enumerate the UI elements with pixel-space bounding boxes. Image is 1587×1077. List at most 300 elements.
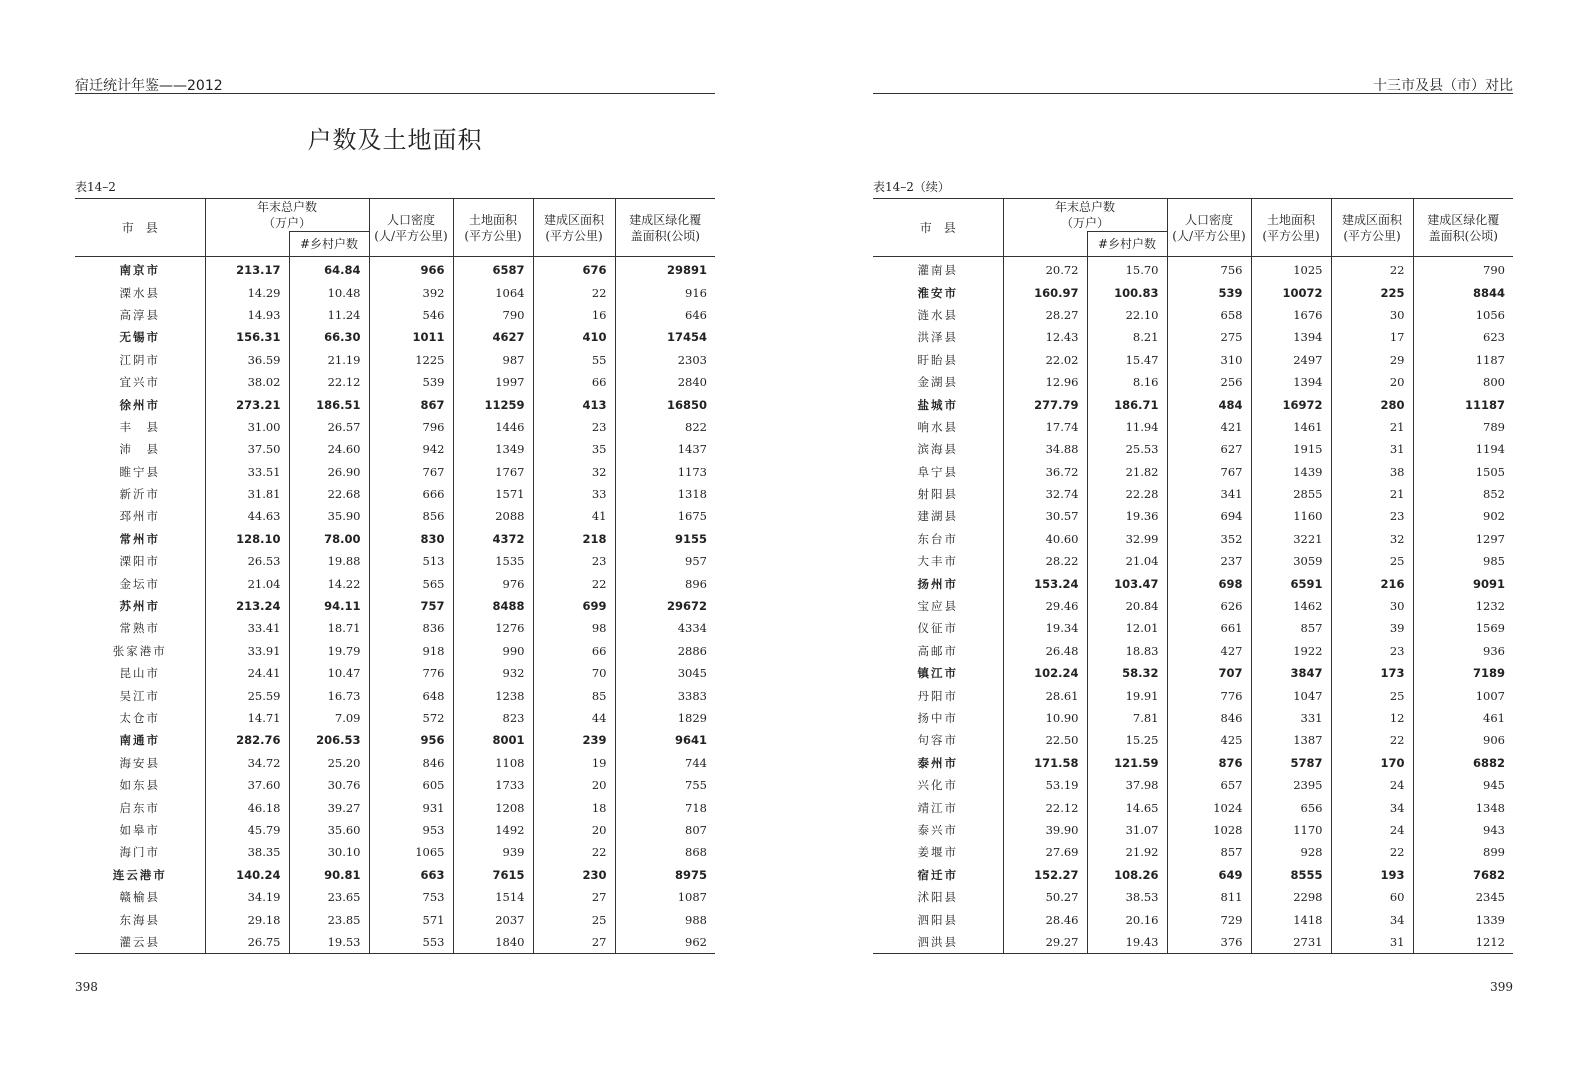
- table-row: [873, 684, 1513, 706]
- built-cell: 66: [533, 640, 615, 662]
- households-cell: 153.24: [1003, 572, 1087, 594]
- households-cell: 38.02: [205, 371, 289, 393]
- households-cell: 277.79: [1003, 393, 1087, 415]
- table-row: [75, 505, 715, 527]
- rural-cell: 11.94: [1087, 416, 1167, 438]
- table-row: [873, 752, 1513, 774]
- households-cell: 128.10: [205, 528, 289, 550]
- land-cell: 4627: [453, 326, 533, 348]
- density-cell: 1225: [369, 349, 453, 371]
- table-row: [873, 864, 1513, 886]
- green-cell: 1087: [615, 886, 715, 908]
- table-row: [75, 371, 715, 393]
- rural-cell: 12.01: [1087, 617, 1167, 639]
- density-cell: 657: [1167, 774, 1251, 796]
- table-row: [75, 752, 715, 774]
- density-cell: 605: [369, 774, 453, 796]
- density-cell: 658: [1167, 304, 1251, 326]
- row-label: 海门市: [119, 845, 160, 860]
- built-cell: 27: [533, 886, 615, 908]
- density-cell: 876: [1167, 752, 1251, 774]
- land-cell: 1733: [453, 774, 533, 796]
- table-row: [873, 371, 1513, 393]
- households-cell: 28.27: [1003, 304, 1087, 326]
- density-cell: 513: [369, 550, 453, 572]
- land-cell: 3847: [1251, 662, 1331, 684]
- land-cell: 11259: [453, 393, 533, 415]
- density-cell: 553: [369, 931, 453, 954]
- green-cell: 822: [615, 416, 715, 438]
- table-row: [873, 505, 1513, 527]
- rural-cell: 19.91: [1087, 684, 1167, 706]
- households-cell: 24.41: [205, 662, 289, 684]
- land-cell: 10072: [1251, 281, 1331, 303]
- green-cell: 9641: [615, 729, 715, 751]
- green-cell: 896: [615, 572, 715, 594]
- col-header-green: 建成区绿化覆 盖面积(公顷): [615, 199, 715, 257]
- row-label: 姜堰市: [917, 845, 958, 860]
- households-cell: 31.81: [205, 483, 289, 505]
- density-cell: 648: [369, 684, 453, 706]
- land-cell: 939: [453, 841, 533, 863]
- rural-cell: 22.10: [1087, 304, 1167, 326]
- density-cell: 1028: [1167, 819, 1251, 841]
- built-cell: 239: [533, 729, 615, 751]
- households-cell: 37.60: [205, 774, 289, 796]
- land-cell: 1394: [1251, 371, 1331, 393]
- land-cell: 1915: [1251, 438, 1331, 460]
- rural-cell: 20.16: [1087, 908, 1167, 930]
- density-cell: 1024: [1167, 796, 1251, 818]
- land-cell: 1446: [453, 416, 533, 438]
- row-label: 丹阳市: [917, 688, 958, 703]
- built-cell: 24: [1331, 774, 1413, 796]
- table-row: [873, 326, 1513, 348]
- density-cell: 666: [369, 483, 453, 505]
- density-cell: 846: [1167, 707, 1251, 729]
- col-header-city: 市 县: [873, 199, 1003, 257]
- rural-cell: 186.51: [289, 393, 369, 415]
- table-row: [75, 662, 715, 684]
- households-cell: 34.72: [205, 752, 289, 774]
- households-cell: 33.41: [205, 617, 289, 639]
- rural-cell: 58.32: [1087, 662, 1167, 684]
- row-label: 太仓市: [119, 711, 160, 725]
- built-cell: 70: [533, 662, 615, 684]
- rural-cell: 18.71: [289, 617, 369, 639]
- row-label: 常州市: [119, 531, 160, 546]
- density-cell: 966: [369, 257, 453, 282]
- density-cell: 729: [1167, 908, 1251, 930]
- density-cell: 776: [369, 662, 453, 684]
- households-cell: 25.59: [205, 684, 289, 706]
- built-cell: 22: [533, 572, 615, 594]
- density-cell: 918: [369, 640, 453, 662]
- built-cell: 55: [533, 349, 615, 371]
- col-header-households: 年末总户数 （万户）: [205, 199, 369, 232]
- households-cell: 213.17: [205, 257, 289, 282]
- households-cell: 12.96: [1003, 371, 1087, 393]
- green-cell: 988: [615, 908, 715, 930]
- header-text: 宿迁统计年鉴——2012: [75, 78, 223, 94]
- households-cell: 32.74: [1003, 483, 1087, 505]
- density-cell: 663: [369, 864, 453, 886]
- built-cell: 31: [1331, 438, 1413, 460]
- row-label: 大丰市: [917, 554, 958, 569]
- table-row: [873, 617, 1513, 639]
- built-cell: 27: [533, 931, 615, 954]
- built-cell: 32: [533, 461, 615, 483]
- row-label: 宜兴市: [119, 375, 160, 390]
- density-cell: 846: [369, 752, 453, 774]
- table-row: [75, 707, 715, 729]
- built-cell: 23: [1331, 505, 1413, 527]
- built-cell: 31: [1331, 931, 1413, 954]
- density-cell: 661: [1167, 617, 1251, 639]
- table-row: [75, 572, 715, 594]
- row-label: 吴江市: [119, 688, 160, 703]
- built-cell: 17: [1331, 326, 1413, 348]
- table-row: [873, 550, 1513, 572]
- households-cell: 19.34: [1003, 617, 1087, 639]
- density-cell: 421: [1167, 416, 1251, 438]
- built-cell: 21: [1331, 483, 1413, 505]
- households-cell: 282.76: [205, 729, 289, 751]
- green-cell: 789: [1413, 416, 1513, 438]
- table-row: [873, 729, 1513, 751]
- built-cell: 23: [533, 550, 615, 572]
- col-header-blank: [1003, 232, 1087, 257]
- row-label: 海安县: [119, 755, 160, 770]
- built-cell: 22: [533, 841, 615, 863]
- households-cell: 36.72: [1003, 461, 1087, 483]
- households-cell: 38.35: [205, 841, 289, 863]
- land-cell: 1461: [1251, 416, 1331, 438]
- green-cell: 936: [1413, 640, 1513, 662]
- built-cell: 98: [533, 617, 615, 639]
- green-cell: 29672: [615, 595, 715, 617]
- rural-cell: 19.53: [289, 931, 369, 954]
- rural-cell: 10.47: [289, 662, 369, 684]
- green-cell: 1505: [1413, 461, 1513, 483]
- households-cell: 53.19: [1003, 774, 1087, 796]
- density-cell: 796: [369, 416, 453, 438]
- col-header-density: 人口密度 (人/平方公里): [369, 199, 453, 257]
- households-cell: 102.24: [1003, 662, 1087, 684]
- land-cell: 1514: [453, 886, 533, 908]
- density-cell: 857: [1167, 841, 1251, 863]
- table-row: [873, 349, 1513, 371]
- green-cell: 906: [1413, 729, 1513, 751]
- density-cell: 237: [1167, 550, 1251, 572]
- green-cell: 1829: [615, 707, 715, 729]
- table-row: [75, 640, 715, 662]
- table-row: [873, 819, 1513, 841]
- table-row: [873, 841, 1513, 863]
- row-label: 响水县: [917, 419, 958, 434]
- row-label: 灌南县: [917, 263, 958, 278]
- households-cell: 28.61: [1003, 684, 1087, 706]
- green-cell: 899: [1413, 841, 1513, 863]
- green-cell: 9091: [1413, 572, 1513, 594]
- row-label: 沛 县: [119, 442, 160, 457]
- households-cell: 171.58: [1003, 752, 1087, 774]
- density-cell: 1065: [369, 841, 453, 863]
- green-cell: 7189: [1413, 662, 1513, 684]
- green-cell: 1437: [615, 438, 715, 460]
- land-cell: 1535: [453, 550, 533, 572]
- land-cell: 823: [453, 707, 533, 729]
- land-cell: 2731: [1251, 931, 1331, 954]
- rural-cell: 39.27: [289, 796, 369, 818]
- row-label: 盐城市: [917, 397, 958, 412]
- built-cell: 676: [533, 257, 615, 282]
- rural-cell: 8.21: [1087, 326, 1167, 348]
- green-cell: 2840: [615, 371, 715, 393]
- table-row: [75, 931, 715, 954]
- density-cell: 1011: [369, 326, 453, 348]
- green-cell: 1297: [1413, 528, 1513, 550]
- table-row: [873, 438, 1513, 460]
- green-cell: 8844: [1413, 281, 1513, 303]
- row-label: 盱眙县: [917, 352, 958, 367]
- rural-cell: 16.73: [289, 684, 369, 706]
- rural-cell: 25.20: [289, 752, 369, 774]
- built-cell: 85: [533, 684, 615, 706]
- table-row: [75, 729, 715, 751]
- row-label: 泰州市: [917, 755, 958, 770]
- density-cell: 953: [369, 819, 453, 841]
- row-label: 江阴市: [119, 352, 160, 367]
- rural-cell: 23.65: [289, 886, 369, 908]
- land-cell: 3059: [1251, 550, 1331, 572]
- density-cell: 830: [369, 528, 453, 550]
- density-cell: 649: [1167, 864, 1251, 886]
- table-row: [873, 662, 1513, 684]
- density-cell: 539: [369, 371, 453, 393]
- col-header-blank: [205, 232, 289, 257]
- rural-cell: 35.90: [289, 505, 369, 527]
- households-cell: 140.24: [205, 864, 289, 886]
- rural-cell: 186.71: [1087, 393, 1167, 415]
- built-cell: 66: [533, 371, 615, 393]
- land-cell: 1492: [453, 819, 533, 841]
- built-cell: 12: [1331, 707, 1413, 729]
- households-cell: 39.90: [1003, 819, 1087, 841]
- land-cell: 1840: [453, 931, 533, 954]
- rural-cell: 22.28: [1087, 483, 1167, 505]
- land-cell: 2298: [1251, 886, 1331, 908]
- built-cell: 20: [533, 774, 615, 796]
- built-cell: 218: [533, 528, 615, 550]
- table-row: [75, 550, 715, 572]
- land-cell: 1418: [1251, 908, 1331, 930]
- table-row: [75, 349, 715, 371]
- land-cell: 857: [1251, 617, 1331, 639]
- row-label: 睢宁县: [119, 464, 160, 479]
- rural-cell: 18.83: [1087, 640, 1167, 662]
- row-label: 涟水县: [917, 307, 958, 322]
- built-cell: 34: [1331, 796, 1413, 818]
- table-row: [75, 461, 715, 483]
- built-cell: 41: [533, 505, 615, 527]
- land-cell: 7615: [453, 864, 533, 886]
- households-cell: 27.69: [1003, 841, 1087, 863]
- land-cell: 4372: [453, 528, 533, 550]
- land-cell: 6587: [453, 257, 533, 282]
- households-cell: 34.88: [1003, 438, 1087, 460]
- households-cell: 26.53: [205, 550, 289, 572]
- row-label: 启东市: [119, 800, 160, 815]
- table-row: [75, 393, 715, 415]
- row-label: 东海县: [119, 912, 160, 927]
- land-cell: 3221: [1251, 528, 1331, 550]
- households-cell: 29.46: [1003, 595, 1087, 617]
- households-cell: 33.51: [205, 461, 289, 483]
- rural-cell: 7.81: [1087, 707, 1167, 729]
- green-cell: 6882: [1413, 752, 1513, 774]
- density-cell: 956: [369, 729, 453, 751]
- row-label: 苏州市: [119, 599, 160, 614]
- rural-cell: 35.60: [289, 819, 369, 841]
- table-row: [75, 774, 715, 796]
- density-cell: 856: [369, 505, 453, 527]
- green-cell: 2345: [1413, 886, 1513, 908]
- table-row: [873, 416, 1513, 438]
- table-row: [873, 595, 1513, 617]
- rural-cell: 26.57: [289, 416, 369, 438]
- running-header: [873, 73, 1513, 94]
- density-cell: 310: [1167, 349, 1251, 371]
- table-row: [873, 528, 1513, 550]
- built-cell: 30: [1331, 595, 1413, 617]
- households-cell: 33.91: [205, 640, 289, 662]
- table-row: [873, 572, 1513, 594]
- density-cell: 565: [369, 572, 453, 594]
- density-cell: 767: [369, 461, 453, 483]
- col-header-density: 人口密度 (人/平方公里): [1167, 199, 1251, 257]
- green-cell: 8975: [615, 864, 715, 886]
- running-header: [75, 73, 715, 94]
- land-cell: 8555: [1251, 864, 1331, 886]
- row-label: 溧阳市: [119, 554, 160, 569]
- table-row: [75, 841, 715, 863]
- households-cell: 28.46: [1003, 908, 1087, 930]
- land-cell: 790: [453, 304, 533, 326]
- built-cell: 22: [1331, 257, 1413, 282]
- built-cell: 38: [1331, 461, 1413, 483]
- density-cell: 626: [1167, 595, 1251, 617]
- land-cell: 976: [453, 572, 533, 594]
- green-cell: 2303: [615, 349, 715, 371]
- rural-cell: 94.11: [289, 595, 369, 617]
- rural-cell: 15.70: [1087, 257, 1167, 282]
- table-row: [75, 281, 715, 303]
- built-cell: 35: [533, 438, 615, 460]
- green-cell: 461: [1413, 707, 1513, 729]
- land-cell: 1387: [1251, 729, 1331, 751]
- density-cell: 256: [1167, 371, 1251, 393]
- rural-cell: 11.24: [289, 304, 369, 326]
- green-cell: 868: [615, 841, 715, 863]
- households-cell: 26.48: [1003, 640, 1087, 662]
- built-cell: 230: [533, 864, 615, 886]
- col-header-rural: #乡村户数: [1087, 232, 1167, 257]
- density-cell: 392: [369, 281, 453, 303]
- row-label: 射阳县: [917, 487, 958, 502]
- rural-cell: 19.36: [1087, 505, 1167, 527]
- row-label: 高邮市: [917, 643, 958, 658]
- rural-cell: 15.25: [1087, 729, 1167, 751]
- green-cell: 1569: [1413, 617, 1513, 639]
- built-cell: 170: [1331, 752, 1413, 774]
- green-cell: 916: [615, 281, 715, 303]
- land-cell: 656: [1251, 796, 1331, 818]
- built-cell: 24: [1331, 819, 1413, 841]
- built-cell: 32: [1331, 528, 1413, 550]
- rural-cell: 7.09: [289, 707, 369, 729]
- households-cell: 22.02: [1003, 349, 1087, 371]
- land-cell: 8488: [453, 595, 533, 617]
- built-cell: 20: [1331, 371, 1413, 393]
- green-cell: 3383: [615, 684, 715, 706]
- green-cell: 902: [1413, 505, 1513, 527]
- rural-cell: 37.98: [1087, 774, 1167, 796]
- built-cell: 21: [1331, 416, 1413, 438]
- row-label: 靖江市: [917, 800, 958, 815]
- households-cell: 45.79: [205, 819, 289, 841]
- row-label: 泗洪县: [873, 931, 1003, 954]
- built-cell: 22: [533, 281, 615, 303]
- row-label: 淮安市: [917, 285, 958, 300]
- rural-cell: 38.53: [1087, 886, 1167, 908]
- table-row: [873, 483, 1513, 505]
- households-cell: 14.29: [205, 281, 289, 303]
- built-cell: 23: [1331, 640, 1413, 662]
- table-row: [873, 774, 1513, 796]
- density-cell: 484: [1167, 393, 1251, 415]
- households-cell: 156.31: [205, 326, 289, 348]
- density-cell: 776: [1167, 684, 1251, 706]
- green-cell: 807: [615, 819, 715, 841]
- rural-cell: 10.48: [289, 281, 369, 303]
- rural-cell: 21.82: [1087, 461, 1167, 483]
- households-cell: 22.50: [1003, 729, 1087, 751]
- density-cell: 698: [1167, 572, 1251, 594]
- green-cell: 1339: [1413, 908, 1513, 930]
- row-label: 邳州市: [119, 509, 160, 524]
- households-cell: 31.00: [205, 416, 289, 438]
- land-cell: 8001: [453, 729, 533, 751]
- col-header-city: 市 县: [75, 199, 205, 257]
- green-cell: 1056: [1413, 304, 1513, 326]
- households-cell: 273.21: [205, 393, 289, 415]
- row-label: 宝应县: [917, 599, 958, 614]
- green-cell: 1212: [1413, 931, 1513, 954]
- col-header-rural: #乡村户数: [289, 232, 369, 257]
- built-cell: 193: [1331, 864, 1413, 886]
- households-cell: 152.27: [1003, 864, 1087, 886]
- data-table: [873, 198, 1513, 954]
- rural-cell: 64.84: [289, 257, 369, 282]
- households-cell: 46.18: [205, 796, 289, 818]
- households-cell: 17.74: [1003, 416, 1087, 438]
- density-cell: 694: [1167, 505, 1251, 527]
- land-cell: 1767: [453, 461, 533, 483]
- green-cell: 1675: [615, 505, 715, 527]
- density-cell: 425: [1167, 729, 1251, 751]
- built-cell: 39: [1331, 617, 1413, 639]
